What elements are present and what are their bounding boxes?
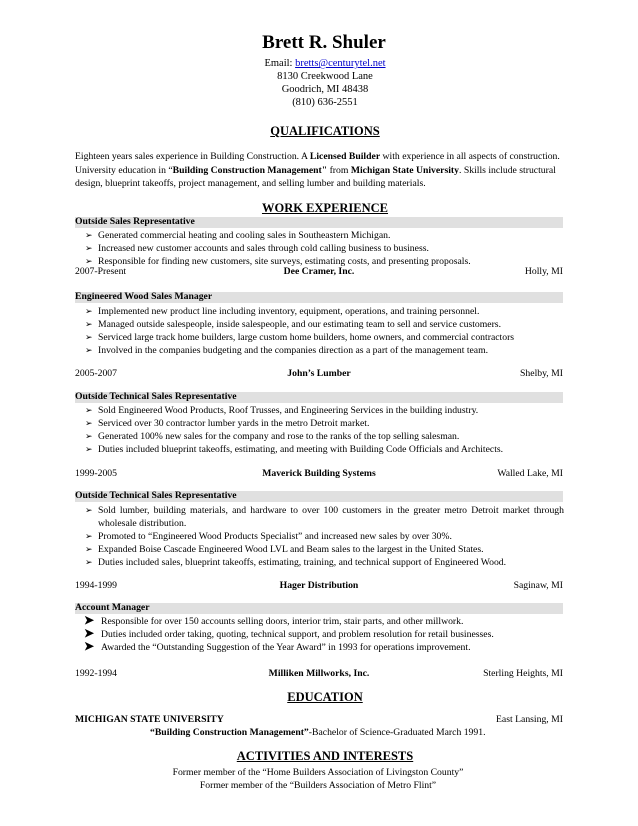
- job-title-bar: [75, 603, 563, 614]
- list-item: ➢ Involved in the companies budgeting and the companies direction as a part of the management team.: [85, 345, 489, 356]
- job-location: Shelby, MI: [520, 368, 563, 379]
- job-dates: 1994-1999: [75, 580, 117, 591]
- arrow-bullet-icon: ➢: [85, 431, 93, 441]
- list-item: ➢ Generated commercial heating and cooling sales in Southeastern Michigan.: [85, 230, 391, 241]
- list-item: ➢ Responsible for finding new customers, site surveys, estimating costs, and presenting proposals.: [85, 256, 471, 267]
- arrow-bullet-icon: ➢: [85, 243, 93, 253]
- arrow-bullet-icon: ➤: [84, 639, 95, 653]
- arrow-bullet-icon: ➢: [85, 557, 93, 567]
- job-title: Outside Sales Representative: [75, 216, 195, 227]
- list-item: ➢ Serviced large track home builders, large custom home builders, home owners, and commercial contractors: [85, 332, 515, 343]
- activity-line-2: Former member of the “Builders Association of Metro Flint”: [199, 780, 437, 791]
- job-title: Account Manager: [75, 602, 150, 613]
- job-location: Sterling Heights, MI: [483, 668, 563, 679]
- job-company: Dee Cramer, Inc.: [283, 266, 355, 277]
- activities-heading: ACTIVITIES AND INTERESTS: [236, 749, 414, 763]
- list-item: ➢ Sold Engineered Wood Products, Roof Trusses, and Engineering Services in the building industry.: [85, 405, 479, 416]
- job-title-bar: [75, 392, 563, 403]
- list-item: ➢ Generated 100% new sales for the company and rose to the ranks of the top selling salesman.: [85, 431, 460, 442]
- job-info-row: [75, 266, 563, 279]
- job-info-row: [75, 368, 563, 381]
- education-row: [75, 714, 563, 727]
- arrow-bullet-icon: ➢: [85, 544, 93, 554]
- list-item: ➢ Increased new customer accounts and sales through cold calling business to business.: [85, 243, 429, 254]
- job-info-row: [75, 468, 563, 481]
- arrow-bullet-icon: ➤: [84, 613, 95, 627]
- job-location: Walled Lake, MI: [497, 468, 563, 479]
- job-title: Outside Technical Sales Representative: [75, 490, 237, 501]
- school-name: MICHIGAN STATE UNIVERSITY: [75, 714, 224, 725]
- arrow-bullet-icon: ➢: [85, 505, 93, 515]
- job-company: Maverick Building Systems: [262, 468, 376, 479]
- arrow-bullet-icon: ➢: [85, 405, 93, 415]
- arrow-bullet-icon: ➢: [85, 531, 93, 541]
- activity-line-1: Former member of the “Home Builders Association of Livingston County”: [172, 767, 464, 778]
- job-company: Milliken Millworks, Inc.: [268, 668, 370, 679]
- job-title-bar: [75, 217, 563, 228]
- list-item: ➤ Responsible for over 150 accounts selling doors, interior trim, stair parts, and other millwork.: [84, 613, 464, 627]
- job-company: Hager Distribution: [279, 580, 359, 591]
- school-location: East Lansing, MI: [496, 714, 563, 725]
- arrow-bullet-icon: ➢: [85, 418, 93, 428]
- list-item: ➢ Promoted to “Engineered Wood Products Specialist” and increased new sales by over 30%.: [85, 531, 452, 542]
- list-item: ➢ Sold lumber, building materials, and hardware to over 100 customers in the greater metro Detroit market through wholesale distribution.: [85, 505, 564, 529]
- job-company: John’s Lumber: [287, 368, 351, 379]
- list-item: ➢ Duties included sales, blueprint takeoffs, estimating, training, and technical support of Engineered Wood.: [85, 557, 507, 568]
- job-location: Saginaw, MI: [513, 580, 563, 591]
- job-dates: 1992-1994: [75, 668, 117, 679]
- job-title: Engineered Wood Sales Manager: [75, 291, 213, 302]
- job-info-row: [75, 580, 563, 593]
- arrow-bullet-icon: ➢: [85, 306, 93, 316]
- job-dates: 1999-2005: [75, 468, 117, 479]
- degree-line: “Building Construction Management”-Bachelor of Science-Graduated March 1991.: [150, 727, 486, 738]
- arrow-bullet-icon: ➢: [85, 230, 93, 240]
- list-item: ➢ Expanded Boise Cascade Engineered Wood LVL and Beam sales to the largest in the United States.: [85, 544, 484, 555]
- qualifications-paragraph: Eighteen years sales experience in Building Construction. A Licensed Builder with experience in all aspects of construction. University education in “Building Construction Management" from Michigan State University. Skills include structural design, blueprint takeoffs, project management, and selling lumber and building materials.: [75, 151, 560, 189]
- list-item: ➢ Duties included blueprint takeoffs, estimating, and meeting with Building Code Officials and Architects.: [85, 444, 504, 455]
- list-item: ➢ Managed outside salespeople, inside salespeople, and our estimating team to sell and service customers.: [85, 319, 501, 330]
- job-title-bar: [75, 491, 563, 502]
- job-title-bar: [75, 292, 563, 303]
- phone: (810) 636-2551: [292, 97, 358, 108]
- email-line: [6, 58, 638, 69]
- job-info-row: [75, 668, 563, 681]
- job-dates: 2007-Present: [75, 266, 127, 277]
- education-heading: EDUCATION: [287, 690, 363, 704]
- job-dates: 2005-2007: [75, 368, 117, 379]
- resume-name: Brett R. Shuler: [262, 32, 386, 53]
- arrow-bullet-icon: ➤: [84, 626, 95, 640]
- arrow-bullet-icon: ➢: [85, 332, 93, 342]
- arrow-bullet-icon: ➢: [85, 319, 93, 329]
- email-label: Email:: [264, 58, 293, 69]
- email-link[interactable]: bretts@centurytel.net: [295, 58, 386, 69]
- qualifications-heading: QUALIFICATIONS: [270, 124, 380, 138]
- list-item: ➤ Duties included order taking, quoting, technical support, and problem resolution for retail businesses.: [84, 626, 494, 640]
- work-experience-heading: WORK EXPERIENCE: [261, 201, 389, 215]
- list-item: ➢ Implemented new product line including inventory, equipment, operations, and training personnel.: [85, 306, 480, 317]
- list-item: ➢ Serviced over 30 contractor lumber yards in the metro Detroit market.: [85, 418, 370, 429]
- address-line-1: 8130 Creekwood Lane: [277, 71, 373, 82]
- arrow-bullet-icon: ➢: [85, 256, 93, 266]
- job-title: Outside Technical Sales Representative: [75, 391, 237, 402]
- arrow-bullet-icon: ➢: [85, 345, 93, 355]
- list-item: ➤ Awarded the “Outstanding Suggestion of the Year Award” in 1993 for operations improvement.: [84, 639, 471, 653]
- address-line-2: Goodrich, MI 48438: [281, 84, 369, 95]
- job-location: Holly, MI: [524, 266, 563, 277]
- arrow-bullet-icon: ➢: [85, 444, 93, 454]
